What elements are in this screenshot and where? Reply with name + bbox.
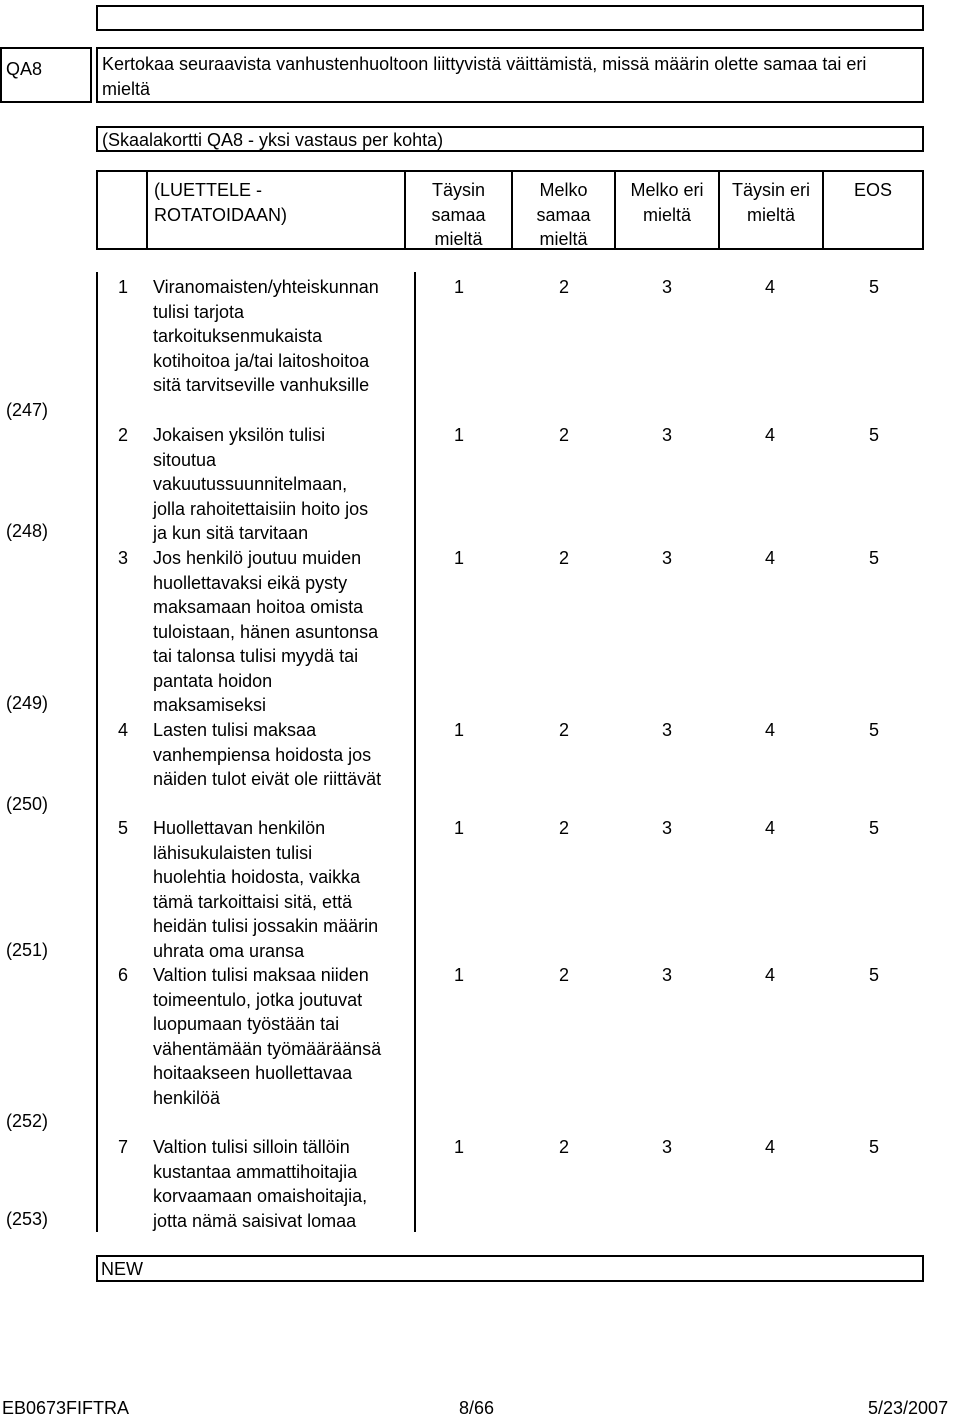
footer-date: 5/23/2007 bbox=[868, 1398, 949, 1418]
column-code: (247) bbox=[6, 400, 49, 420]
response-option[interactable]: 1 bbox=[453, 965, 464, 985]
item-text: Valtion tulisi silloin tällöin kustantaa ammattihoitajia korvaamaan omaishoitajia, jotta nämä saisivat lomaa bbox=[153, 1137, 368, 1231]
response-option[interactable]: 2 bbox=[558, 425, 569, 445]
header-row bbox=[96, 170, 924, 250]
item-text: Huollettavan henkilön lähisukulaisten tulisi huolehtia hoidosta, vaikka tämä tarkoittaisi sitä, että heidän tulisi jossakin määrin uhrata oma uransa bbox=[153, 818, 379, 961]
column-code: (253) bbox=[6, 1209, 49, 1229]
item-text: Jokaisen yksilön tulisi sitoutua vakuutussuunnitelmaan, jolla rahoitettaisiin hoito jos ja kun sitä tarvitaan bbox=[153, 425, 369, 543]
response-option[interactable]: 3 bbox=[661, 720, 672, 740]
footer-page-number: 8/66 bbox=[459, 1398, 495, 1418]
response-option[interactable]: 4 bbox=[764, 425, 775, 445]
item-number: 4 bbox=[118, 720, 129, 740]
column-code: (249) bbox=[6, 693, 49, 713]
instruction-box bbox=[96, 126, 924, 152]
response-option[interactable]: 1 bbox=[453, 818, 464, 838]
response-option[interactable]: 4 bbox=[764, 818, 775, 838]
item-text: Viranomaisten/yhteiskunnan tulisi tarjota tarkoituksenmukaista kotihoitoa ja/tai laitoshoitoa sitä tarvitseville vanhuksille bbox=[153, 277, 379, 395]
column-code: (252) bbox=[6, 1111, 49, 1131]
response-option[interactable]: 1 bbox=[453, 720, 464, 740]
header-scale-eos: EOS bbox=[853, 180, 892, 200]
header-list-label: (LUETTELE - ROTATOIDAAN) bbox=[154, 180, 288, 225]
item-text: Valtion tulisi maksaa niiden toimeentulo, jotka joutuvat luopumaan työstään tai vähentämään työmääräänsä hoitaakseen huollettavaa henkilöä bbox=[153, 965, 382, 1108]
item-number: 3 bbox=[118, 548, 129, 568]
response-option[interactable]: 5 bbox=[868, 1137, 879, 1157]
item-number: 6 bbox=[118, 965, 129, 985]
column-code: (248) bbox=[6, 521, 49, 541]
new-label: NEW bbox=[101, 1259, 143, 1279]
item-text: Lasten tulisi maksaa vanhempiensa hoidosta jos näiden tulot eivät ole riittävät bbox=[153, 720, 382, 789]
question-text: Kertokaa seuraavista vanhustenhuoltoon liittyvistä väittämistä, missä määrin olette samaa tai eri mieltä bbox=[102, 54, 867, 99]
header-scale-2: Melko samaa mieltä bbox=[536, 180, 591, 249]
footer-doc-id: EB0673FIFTRA bbox=[2, 1398, 130, 1418]
response-option[interactable]: 1 bbox=[453, 277, 464, 297]
response-option[interactable]: 5 bbox=[868, 548, 879, 568]
new-box bbox=[96, 1255, 924, 1282]
header-divider bbox=[146, 172, 148, 250]
response-option[interactable]: 5 bbox=[868, 720, 879, 740]
response-option[interactable]: 1 bbox=[453, 1137, 464, 1157]
response-option[interactable]: 3 bbox=[661, 965, 672, 985]
question-code: QA8 bbox=[6, 59, 43, 79]
response-option[interactable]: 2 bbox=[558, 1137, 569, 1157]
response-option[interactable]: 3 bbox=[661, 1137, 672, 1157]
response-option[interactable]: 3 bbox=[661, 548, 672, 568]
item-number: 7 bbox=[118, 1137, 129, 1157]
column-code: (251) bbox=[6, 940, 49, 960]
top-blank-box bbox=[96, 5, 924, 31]
response-option[interactable]: 1 bbox=[453, 548, 464, 568]
response-option[interactable]: 4 bbox=[764, 720, 775, 740]
response-option[interactable]: 2 bbox=[558, 277, 569, 297]
question-text-box bbox=[96, 47, 924, 103]
item-text: Jos henkilö joutuu muiden huollettavaksi eikä pysty maksamaan hoitoa omista tuloistaan, hänen asuntonsa tai talonsa tulisi myydä tai pantata hoidon maksamiseksi bbox=[153, 548, 379, 715]
response-option[interactable]: 4 bbox=[764, 965, 775, 985]
response-option[interactable]: 4 bbox=[764, 1137, 775, 1157]
response-option[interactable]: 5 bbox=[868, 818, 879, 838]
response-option[interactable]: 5 bbox=[868, 425, 879, 445]
response-option[interactable]: 2 bbox=[558, 720, 569, 740]
response-option[interactable]: 5 bbox=[868, 965, 879, 985]
header-scale-3: Melko eri mieltä bbox=[630, 180, 704, 225]
response-option[interactable]: 3 bbox=[661, 818, 672, 838]
header-scale-4: Täysin eri mieltä bbox=[731, 180, 811, 225]
item-number: 5 bbox=[118, 818, 129, 838]
response-option[interactable]: 4 bbox=[764, 548, 775, 568]
instruction-text: (Skaalakortti QA8 - yksi vastaus per kohta) bbox=[102, 130, 444, 150]
question-code-box bbox=[0, 47, 92, 103]
header-scale-1: Täysin samaa mieltä bbox=[431, 180, 486, 249]
response-option[interactable]: 3 bbox=[661, 277, 672, 297]
response-option[interactable]: 4 bbox=[764, 277, 775, 297]
response-option[interactable]: 5 bbox=[868, 277, 879, 297]
response-option[interactable]: 2 bbox=[558, 818, 569, 838]
item-number: 2 bbox=[118, 425, 129, 445]
response-option[interactable]: 3 bbox=[661, 425, 672, 445]
response-option[interactable]: 2 bbox=[558, 548, 569, 568]
response-option[interactable]: 2 bbox=[558, 965, 569, 985]
column-code: (250) bbox=[6, 794, 49, 814]
item-number: 1 bbox=[118, 277, 129, 297]
response-option[interactable]: 1 bbox=[453, 425, 464, 445]
